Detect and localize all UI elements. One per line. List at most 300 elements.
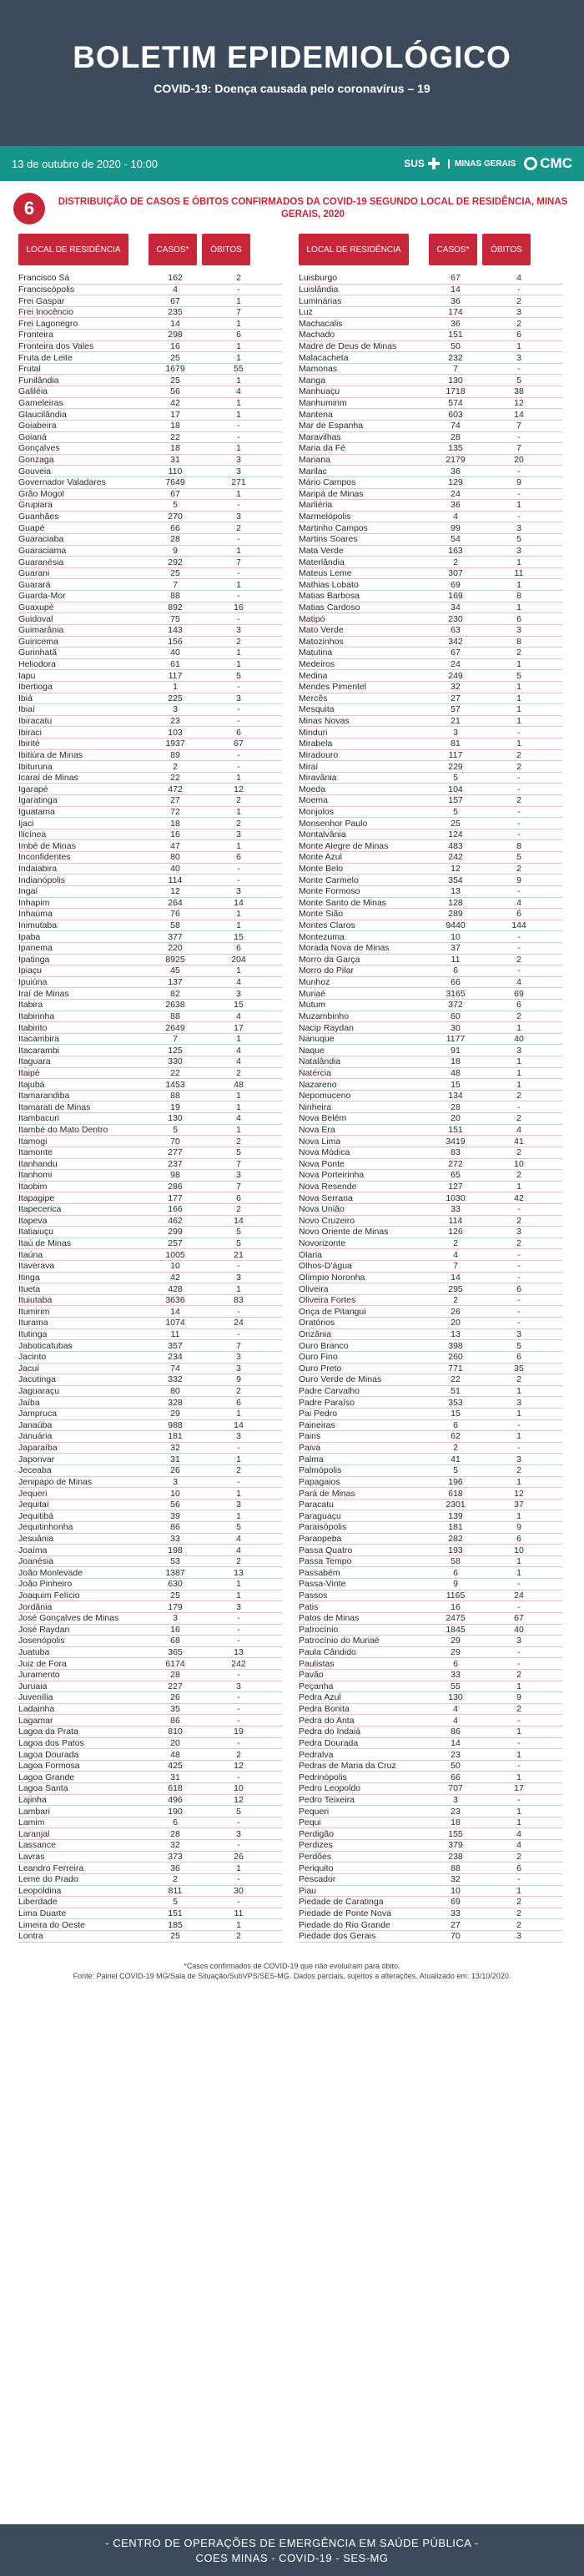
deaths-value: -	[517, 1204, 521, 1215]
cases-value: 15	[451, 1409, 461, 1419]
deaths-value: -	[517, 1737, 521, 1748]
cases-value: 27	[451, 1919, 461, 1930]
deaths-value: -	[237, 1443, 240, 1454]
table-row	[18, 864, 282, 875]
table-row	[18, 1249, 282, 1261]
deaths-value: 4	[236, 1545, 241, 1555]
cases-value: 151	[168, 1908, 183, 1919]
deaths-value: -	[517, 1419, 521, 1430]
municipality-name: Franciscópolis	[18, 284, 75, 295]
municipality-name: Pescador	[299, 1874, 336, 1885]
table-row	[299, 875, 562, 886]
table-row	[299, 398, 562, 410]
cases-value: 40	[170, 863, 180, 874]
municipality-name: Matipó	[299, 613, 325, 624]
table-row	[299, 522, 562, 534]
municipality-name: Maria da Fé	[299, 443, 346, 454]
municipality-name: Jampruca	[18, 1409, 58, 1419]
deaths-value: -	[237, 1670, 240, 1681]
cases-value: 33	[451, 1908, 461, 1919]
municipality-name: Pedra Bonita	[299, 1704, 350, 1715]
cases-value: 2	[453, 1443, 458, 1454]
table-row	[18, 1022, 282, 1034]
deaths-value: 2	[516, 1170, 521, 1181]
municipality-name: Goianá	[18, 431, 47, 442]
cases-value: 25	[170, 1590, 180, 1601]
deaths-value: -	[517, 784, 521, 794]
cases-value: 2475	[446, 1613, 466, 1624]
deaths-value: 1	[516, 1749, 521, 1760]
table-row	[18, 1919, 282, 1931]
deaths-value: 4	[236, 1113, 241, 1124]
municipality-name: Pai Pedro	[299, 1409, 338, 1419]
deaths-value: -	[517, 773, 521, 784]
deaths-value: 1	[516, 1727, 521, 1737]
deaths-value: 5	[236, 1238, 241, 1249]
municipality-name: Itapecerica	[18, 1204, 62, 1215]
municipality-name: Indianópolis	[18, 875, 66, 885]
deaths-value: -	[517, 818, 521, 829]
table-row	[299, 1636, 562, 1647]
table-row	[299, 988, 562, 1000]
cases-value: 72	[170, 806, 180, 817]
deaths-value: -	[517, 965, 521, 976]
deaths-value: 4	[516, 273, 521, 284]
cases-value: 169	[448, 591, 463, 602]
cases-value: 12	[451, 863, 461, 874]
municipality-name: Papagaios	[299, 1476, 340, 1487]
cases-value: 377	[168, 931, 183, 942]
deaths-value: 1	[236, 909, 241, 920]
deaths-value: 2	[236, 636, 241, 647]
deaths-value: -	[237, 1874, 240, 1885]
deaths-value: 1	[236, 840, 241, 851]
table-row	[18, 1500, 282, 1511]
municipality-name: Natércia	[299, 1067, 332, 1078]
municipality-name: José Raydan	[18, 1624, 70, 1635]
deaths-value: -	[237, 1328, 240, 1339]
table-row	[299, 1692, 562, 1704]
deaths-value: 5	[236, 1522, 241, 1533]
cases-value: 9440	[446, 920, 466, 931]
table-row	[18, 1283, 282, 1295]
table-row	[18, 977, 282, 989]
section-heading	[0, 181, 584, 233]
cases-value: 67	[170, 488, 180, 499]
table-row	[18, 1125, 282, 1137]
cases-value: 16	[170, 829, 180, 840]
cases-value: 181	[168, 1431, 183, 1442]
table-row	[299, 546, 562, 557]
municipality-name: Paraguaçu	[299, 1510, 341, 1521]
municipality-name: Peçanha	[299, 1681, 334, 1691]
table-row	[299, 1727, 562, 1738]
deaths-value: -	[517, 431, 521, 442]
municipality-name: Francisco Sá	[18, 273, 70, 284]
cases-value: 771	[448, 1363, 463, 1374]
deaths-value: 3	[236, 1828, 241, 1839]
municipality-name: Pequeri	[299, 1806, 330, 1817]
municipality-name: Itapeva	[18, 1215, 48, 1226]
municipality-name: Pequi	[299, 1817, 321, 1828]
table-row	[18, 1192, 282, 1204]
municipality-name: Ipatinga	[18, 954, 50, 965]
municipality-name: Montalvânia	[299, 829, 346, 840]
table-row	[18, 1136, 282, 1147]
cases-value: 4	[173, 284, 178, 295]
cases-value: 36	[451, 318, 461, 329]
municipality-name: Malacacheta	[299, 352, 349, 363]
table-row	[299, 1840, 562, 1852]
deaths-value: 1	[236, 1590, 241, 1601]
cases-value: 232	[448, 352, 463, 363]
table-row	[299, 1670, 562, 1681]
table-row	[299, 1079, 562, 1091]
municipality-name: Maravilhas	[299, 431, 341, 442]
table-row	[299, 1273, 562, 1284]
municipality-name: Nova Serrana	[299, 1192, 353, 1203]
deaths-value: -	[517, 488, 521, 499]
cases-value: 3419	[446, 1136, 466, 1147]
table-row	[18, 591, 282, 602]
deaths-value: -	[517, 512, 521, 522]
municipality-name: Limeira do Oeste	[18, 1919, 85, 1930]
deaths-value: 24	[234, 1318, 244, 1328]
table-row	[299, 1147, 562, 1159]
table-row	[18, 625, 282, 637]
cases-value: 190	[168, 1806, 183, 1817]
municipality-name: Itutinga	[18, 1328, 48, 1339]
cases-value: 82	[170, 988, 180, 999]
municipality-name: Guarda-Mor	[18, 591, 66, 602]
table-row	[299, 1318, 562, 1329]
municipality-name: Guaraciaba	[18, 534, 64, 545]
deaths-value: 9	[516, 1692, 521, 1703]
table-row	[18, 1170, 282, 1182]
deaths-value: 1	[236, 773, 241, 784]
deaths-value: 15	[234, 1000, 244, 1011]
cases-value: 9	[173, 545, 178, 556]
table-row	[299, 1852, 562, 1863]
municipality-name: Matozinhos	[299, 636, 344, 647]
municipality-name: Nacip Raydan	[299, 1022, 354, 1033]
cases-value: 130	[168, 1113, 183, 1124]
table-row	[299, 1545, 562, 1556]
municipality-name: Palmópolis	[299, 1465, 342, 1476]
cases-value: 295	[448, 1283, 463, 1294]
cases-value: 230	[448, 613, 463, 624]
municipality-name: Nova Belém	[299, 1113, 347, 1124]
municipality-name: Itambé do Mato Dentro	[18, 1125, 108, 1135]
deaths-value: 12	[514, 398, 524, 408]
table-row	[299, 1886, 562, 1898]
cases-value: 67	[451, 273, 461, 284]
municipality-name: Martinho Campos	[299, 522, 368, 533]
municipality-name: Gurinhatã	[18, 648, 58, 658]
table-row	[299, 1613, 562, 1625]
section-title: DISTRIBUIÇÃO DE CASOS E ÓBITOS CONFIRMADOS DA COVID-19 SEGUNDO LOCAL DE RESIDÊNCIA, MINAS GERAIS, 2020	[58, 197, 568, 219]
deaths-value: 40	[514, 1034, 524, 1045]
municipality-name: Oliveira	[299, 1283, 329, 1294]
municipality-name: Iapu	[18, 670, 36, 681]
cases-value: 50	[451, 340, 461, 351]
municipality-name: Inimutaba	[18, 920, 58, 931]
cases-value: 7	[173, 579, 178, 590]
municipality-name: Olímpio Noronha	[299, 1272, 365, 1283]
municipality-name: Natalândia	[299, 1056, 341, 1067]
cases-value: 1937	[165, 739, 185, 749]
table-row	[18, 534, 282, 546]
deaths-value: 6	[516, 1283, 521, 1294]
table-row	[18, 1681, 282, 1693]
cases-value: 27	[451, 693, 461, 703]
municipality-name: Leandro Ferreira	[18, 1863, 84, 1873]
deaths-value: -	[237, 568, 240, 579]
cases-value: 8925	[165, 954, 185, 965]
deaths-value: -	[517, 1249, 521, 1260]
table-row	[18, 1261, 282, 1273]
cases-value: 66	[451, 977, 461, 988]
deaths-value: 3	[236, 455, 241, 466]
municipality-name: Monsenhor Paulo	[299, 818, 368, 829]
table-row	[18, 909, 282, 920]
table-row	[18, 273, 282, 285]
deaths-value: -	[517, 829, 521, 840]
table-row	[18, 1034, 282, 1046]
cases-value: 289	[448, 909, 463, 920]
table-row	[18, 330, 282, 341]
deaths-value: 3	[516, 1328, 521, 1339]
cases-value: 7	[453, 364, 458, 375]
table-row	[299, 1761, 562, 1772]
cases-value: 99	[451, 522, 461, 533]
municipality-name: Onça de Pitangui	[299, 1306, 366, 1317]
header-obitos: ÓBITOS	[482, 234, 531, 265]
municipality-name: Monte Carmelo	[299, 875, 359, 885]
table-row	[299, 864, 562, 875]
table-row	[18, 682, 282, 693]
municipality-name: Jordânia	[18, 1601, 53, 1612]
deaths-value: 14	[234, 1215, 244, 1226]
deaths-value: 13	[234, 1567, 244, 1578]
deaths-value: 41	[514, 1136, 524, 1147]
table-row	[18, 1113, 282, 1125]
deaths-value: 3	[236, 1601, 241, 1612]
cases-value: 28	[170, 1670, 180, 1681]
municipality-name: Pedro Teixeira	[299, 1794, 355, 1805]
municipality-name: Monte Sião	[299, 909, 344, 920]
cases-value: 354	[448, 875, 463, 885]
municipality-name: Ibirité	[18, 739, 40, 749]
table-row	[18, 920, 282, 932]
municipality-name: Lontra	[18, 1931, 43, 1942]
deaths-value: 3	[236, 829, 241, 840]
table-row	[18, 500, 282, 512]
deaths-value: 1	[516, 1476, 521, 1487]
cases-value: 126	[448, 1227, 463, 1238]
table-row	[299, 1091, 562, 1102]
deaths-value: 1	[236, 1579, 241, 1590]
table-row	[299, 295, 562, 307]
deaths-value: 26	[234, 1852, 244, 1862]
cases-value: 29	[451, 1636, 461, 1646]
cases-value: 174	[448, 307, 463, 318]
deaths-value: 2	[516, 1465, 521, 1476]
cases-value: 292	[168, 557, 183, 567]
municipality-name: Nova Ponte	[299, 1158, 345, 1169]
deaths-value: -	[237, 1624, 240, 1635]
cases-value: 193	[448, 1545, 463, 1555]
municipality-name: Frutal	[18, 364, 41, 375]
cases-value: 66	[170, 522, 180, 533]
deaths-value: 4	[516, 1840, 521, 1851]
deaths-value: 204	[231, 954, 246, 965]
municipality-name: Frei Lagonegro	[18, 318, 78, 329]
municipality-name: Mar de Espanha	[299, 421, 364, 431]
cases-value: 31	[170, 1772, 180, 1782]
table-row	[299, 1204, 562, 1216]
cases-value: 86	[170, 1522, 180, 1533]
table-row	[299, 489, 562, 501]
cases-value: 179	[168, 1601, 183, 1612]
table-row	[299, 1795, 562, 1807]
municipality-name: Iturama	[18, 1318, 48, 1328]
cases-value: 365	[168, 1647, 183, 1658]
deaths-value: 2	[236, 273, 241, 284]
municipality-name: Maripá de Minas	[299, 488, 364, 499]
municipality-name: Novo Cruzeiro	[299, 1215, 355, 1226]
table-row	[18, 466, 282, 477]
deaths-value: 7	[236, 557, 241, 567]
cases-value: 89	[170, 749, 180, 760]
deaths-value: 4	[236, 1011, 241, 1021]
table-row	[18, 898, 282, 910]
cases-value: 114	[168, 875, 183, 885]
municipality-name: Fronteira	[18, 330, 54, 340]
table-row	[299, 352, 562, 364]
deaths-value: -	[237, 1817, 240, 1828]
deaths-value: -	[517, 1647, 521, 1658]
deaths-value: 6	[516, 330, 521, 340]
deaths-value: 1	[236, 659, 241, 670]
municipality-name: Miradouro	[299, 749, 339, 760]
table-row	[18, 1204, 282, 1216]
deaths-value: -	[237, 1704, 240, 1715]
deaths-value: 35	[514, 1363, 524, 1374]
table-row	[299, 1454, 562, 1465]
cases-value: 220	[168, 943, 183, 954]
municipality-name: Japaraíba	[18, 1443, 58, 1454]
table-row	[18, 443, 282, 455]
table-row	[299, 466, 562, 477]
deaths-value: 6	[236, 943, 241, 954]
cases-value: 23	[451, 1749, 461, 1760]
table-header	[299, 233, 562, 266]
table-row	[18, 1000, 282, 1011]
cases-value: 67	[451, 648, 461, 658]
municipality-name: Perdigão	[299, 1828, 335, 1839]
deaths-value: 271	[231, 477, 246, 488]
table-row	[18, 1329, 282, 1341]
deaths-value: -	[237, 875, 240, 885]
table-row	[18, 1510, 282, 1522]
table-row	[299, 1783, 562, 1795]
cases-value: 137	[168, 977, 183, 988]
table-row	[18, 1011, 282, 1023]
municipality-name: Monte Santo de Minas	[299, 897, 387, 908]
deaths-value: -	[517, 1601, 521, 1612]
cases-value: 6	[453, 1567, 458, 1578]
municipality-name: Luislândia	[299, 284, 339, 295]
deaths-value: 1	[236, 1101, 241, 1112]
cases-value: 23	[451, 1806, 461, 1817]
municipality-name: Paulistas	[299, 1658, 335, 1669]
table-row	[299, 840, 562, 852]
table-row	[18, 1227, 282, 1238]
deaths-value: 7	[516, 443, 521, 454]
cases-value: 10	[170, 1261, 180, 1272]
cases-value: 18	[451, 1056, 461, 1067]
cases-value: 462	[168, 1215, 183, 1226]
municipality-name: Naque	[299, 1045, 325, 1056]
municipality-name: Ibertioga	[18, 682, 53, 693]
cases-value: 62	[451, 1431, 461, 1442]
cases-value: 2	[173, 1874, 178, 1885]
cases-value: 22	[170, 431, 180, 442]
municipality-name: Periquito	[299, 1863, 334, 1873]
municipality-name: Miraí	[299, 761, 319, 772]
cases-value: 1679	[165, 364, 185, 375]
cases-value: 398	[448, 1340, 463, 1351]
table-row	[299, 273, 562, 285]
deaths-value: 3	[236, 466, 241, 476]
cases-value: 353	[448, 1397, 463, 1408]
cases-value: 428	[168, 1283, 183, 1294]
table-row	[18, 1477, 282, 1489]
deaths-value: 5	[236, 1147, 241, 1158]
deaths-value: -	[237, 1613, 240, 1624]
table-row	[299, 318, 562, 330]
cases-value: 6174	[165, 1658, 185, 1669]
deaths-value: 1	[236, 1454, 241, 1464]
table-row	[299, 1022, 562, 1034]
deaths-value: 10	[234, 1783, 244, 1794]
deaths-value: 1	[516, 659, 521, 670]
table-row	[18, 1647, 282, 1659]
cases-value: 18	[170, 421, 180, 431]
municipality-name: Lagoa Santa	[18, 1783, 68, 1794]
table-row	[299, 1397, 562, 1409]
cases-value: 260	[448, 1352, 463, 1363]
table-row	[299, 421, 562, 432]
deaths-value: 2	[236, 1556, 241, 1567]
municipality-name: Itaipé	[18, 1067, 40, 1078]
municipality-name: Itatiaiuçu	[18, 1227, 54, 1238]
municipality-name: Guiricema	[18, 636, 58, 647]
municipality-name: Morada Nova de Minas	[299, 943, 390, 954]
deaths-value: 40	[514, 1624, 524, 1635]
municipality-name: Jacuí	[18, 1363, 40, 1374]
table-row	[299, 637, 562, 648]
municipality-name: Mantena	[299, 409, 333, 420]
table-row	[299, 1931, 562, 1943]
header-local: LOCAL DE RESIDÊNCIA	[299, 234, 409, 265]
table-row	[18, 1806, 282, 1817]
cases-value: 332	[168, 1374, 183, 1385]
table-left	[18, 233, 282, 1943]
municipality-name: Ijaci	[18, 818, 34, 829]
municipality-name: Itamonte	[18, 1147, 53, 1158]
